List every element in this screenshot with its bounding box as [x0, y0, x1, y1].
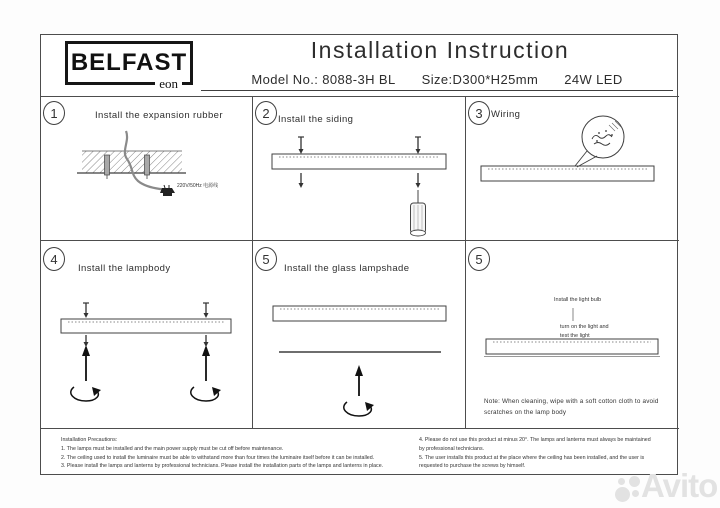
brand-subname: eon [155, 76, 182, 92]
power-spec: 24W LED [564, 72, 623, 87]
step-panel-5 [253, 241, 466, 429]
precautions-left-column [61, 436, 383, 471]
power-plug [160, 185, 175, 196]
screw-top [203, 303, 209, 318]
model-number: Model No.: 8088-3H BL [251, 72, 396, 87]
screw-bottom-arrow [299, 173, 304, 188]
turn-on-test-label: turn on the light and test the light [560, 324, 609, 339]
step-panel-1 [41, 97, 253, 241]
avito-logo-dot [632, 490, 639, 497]
avito-logo-dot [629, 476, 640, 487]
lamp-bar [484, 339, 660, 357]
page-title: Installation Instruction [310, 37, 570, 63]
precaution-item: 1. The lamps must be installed and the main power supply must be cut off before maintenance. [61, 445, 284, 452]
step-panel-4 [41, 241, 253, 429]
avito-watermark [607, 459, 720, 507]
avito-logo-dot [618, 478, 625, 485]
step-number-badge: 5 [468, 247, 490, 271]
lamp-bar [61, 319, 231, 333]
install-bulb-label: Install the light bulb [554, 297, 602, 303]
step-caption: Install the expansion rubber [95, 110, 223, 121]
step-panel-2 [253, 97, 466, 241]
screw-top [298, 137, 304, 154]
glass-lampshade-diagram [253, 241, 466, 429]
expansion-anchor [145, 155, 150, 179]
siding-diagram [253, 97, 466, 241]
push-rotate-arrow [344, 365, 374, 416]
step-caption: Install the lampbody [78, 263, 171, 274]
step-number-badge: 2 [255, 101, 277, 125]
push-rotate-arrow [71, 345, 101, 401]
lampbody-diagram [41, 241, 253, 429]
wiring-detail-balloon [575, 116, 624, 167]
model-info-row [201, 72, 673, 91]
step-caption: Wiring [491, 109, 521, 120]
sheet-header [41, 35, 679, 97]
expansion-anchor [105, 155, 110, 179]
screw-top [83, 303, 89, 318]
precaution-item: 3. Please install the lamps and lanterns by professional technicians. Please install the installation parts of the lamps and lanterns in place. [61, 463, 384, 470]
step-number-badge: 3 [468, 101, 490, 125]
precaution-item: 2. The ceiling used to install the luminaire must be able to withstand more than four times the luminaire itself before it can be installed. [61, 454, 375, 461]
screw-top [415, 137, 421, 154]
wiring-diagram [466, 97, 679, 241]
brand-name: BELFAST [70, 49, 188, 76]
power-cord-label: 220V/50Hz 电源线 [177, 183, 219, 189]
cleaning-note: Note: When cleaning, wipe with a soft cotton cloth to avoid scratches on the lamp body [484, 398, 659, 416]
precautions-title: Installation Precautions: [61, 437, 118, 443]
push-rotate-arrow [191, 345, 221, 401]
screw-bottom-arrow [416, 173, 421, 188]
lamp-bar [481, 166, 654, 181]
step-caption: Install the siding [278, 114, 354, 125]
screwdriver [411, 190, 426, 236]
precaution-item: 4. Please do not use this product at minus 20°. The lamps and lanterns must always be maintained [419, 437, 651, 443]
avito-logo-dot [615, 487, 630, 502]
step-number-badge: 4 [43, 247, 65, 271]
step-number-badge: 5 [255, 247, 277, 271]
instruction-sheet [40, 34, 678, 475]
step-panel-3 [466, 97, 679, 241]
siding-bar [272, 154, 446, 169]
brand-logo [65, 41, 193, 91]
precaution-item: requested to purchase the screws by himself. [419, 463, 526, 470]
step-number-badge: 1 [43, 101, 65, 125]
lamp-bar [273, 306, 446, 321]
size-spec: Size:D300*H25mm [421, 72, 539, 87]
avito-watermark-text: Avito [641, 467, 718, 504]
precautions-section [41, 429, 679, 475]
finished-lamp-diagram [466, 241, 679, 429]
precaution-item: 5. The user installs this product at the place where the ceiling has been installed, and the user is [419, 454, 645, 461]
step-panel-6 [466, 241, 679, 429]
step-caption: Install the glass lampshade [284, 263, 410, 274]
expansion-rubber-diagram [41, 97, 253, 241]
precaution-item: by professional technicians. [419, 445, 485, 452]
